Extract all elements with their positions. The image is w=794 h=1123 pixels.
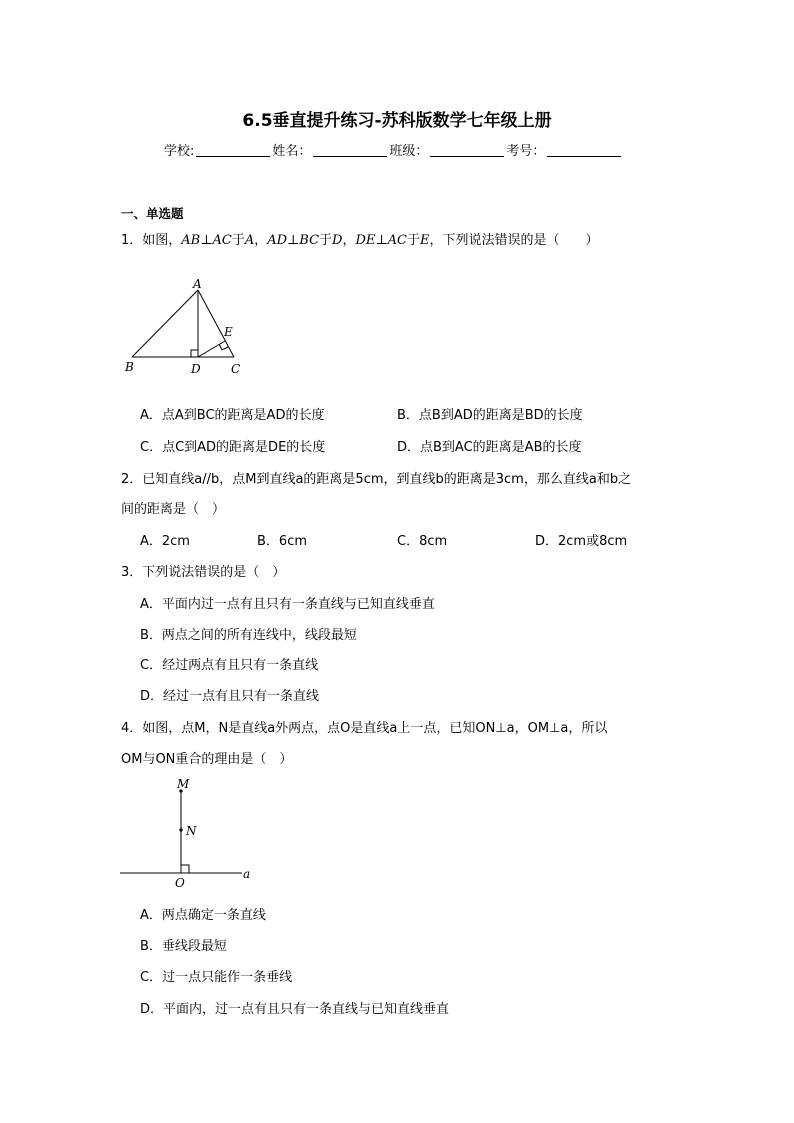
- name-blank: [313, 144, 387, 157]
- stem-text: 于: [231, 233, 245, 248]
- question-2-stem-line2: 间的距离是（ ）: [121, 502, 226, 517]
- stem-text: 于: [319, 233, 333, 248]
- stem-text: ，下列说法错误的是（ ）: [429, 233, 599, 248]
- label-m: M: [177, 777, 190, 791]
- q3-option-b[interactable]: B．两点之间的所有连线中，线段最短: [140, 628, 357, 643]
- point-label: D: [332, 233, 343, 248]
- point-label: A: [244, 233, 255, 248]
- label-d: D: [191, 362, 201, 376]
- q4-option-a[interactable]: A．两点确定一条直线: [140, 908, 266, 923]
- perpendicular-figure: [116, 774, 256, 892]
- q2-option-c[interactable]: C．8cm: [397, 534, 448, 549]
- right-angle-mark-d: [191, 350, 198, 357]
- q2-option-a[interactable]: A．2cm: [140, 534, 190, 549]
- label-o: O: [175, 876, 185, 890]
- q1-option-b[interactable]: B．点B到AD的距离是BD的长度: [397, 408, 583, 423]
- question-number: 1．: [121, 233, 143, 248]
- school-label: 学校:: [164, 144, 195, 159]
- condition-ab-perp-ac: AB⊥AC: [181, 233, 232, 248]
- segment-ab: [132, 290, 198, 357]
- question-3-stem: 3．下列说法错误的是（ ）: [121, 565, 286, 580]
- stem-text: ，: [254, 233, 268, 248]
- page-title: 6.5垂直提升练习-苏科版数学七年级上册: [242, 111, 552, 131]
- question-4-stem-line2: OM与ON重合的理由是（ ）: [121, 752, 293, 767]
- q3-option-a[interactable]: A．平面内过一点有且只有一条直线与已知直线垂直: [140, 597, 435, 612]
- class-label: 班级：: [389, 144, 429, 159]
- triangle-figure: [118, 274, 258, 378]
- exam-no-label: 考号：: [506, 144, 546, 159]
- class-blank: [430, 144, 504, 157]
- q1-option-d[interactable]: D．点B到AC的距离是AB的长度: [397, 440, 582, 455]
- segment-ac: [198, 290, 234, 357]
- right-angle-mark-e: [219, 344, 228, 350]
- q4-option-d[interactable]: D．平面内，过一点有且只有一条直线与已知直线垂直: [140, 1002, 450, 1017]
- q2-option-b[interactable]: B．6cm: [257, 534, 308, 549]
- student-info-row: [164, 140, 623, 159]
- q4-option-c[interactable]: C．过一点只能作一条垂线: [140, 970, 293, 985]
- question-4-stem-line1: 4．如图，点M，N是直线a外两点，点O是直线a上一点，已知ON⊥a，OM⊥a，所以: [121, 721, 608, 736]
- label-a: A: [193, 277, 202, 291]
- label-line-a: a: [243, 867, 251, 881]
- stem-text: ，: [342, 233, 356, 248]
- q2-option-d[interactable]: D．2cm或8cm: [535, 534, 628, 549]
- q1-option-a[interactable]: A．点A到BC的距离是AD的长度: [140, 408, 325, 423]
- question-2-stem-line1: 2．已知直线a//b，点M到直线a的距离是5cm，到直线b的距离是3cm，那么直线a和b之: [121, 472, 632, 487]
- name-label: 姓名：: [272, 144, 312, 159]
- q3-option-d[interactable]: D．经过一点有且只有一条直线: [140, 689, 320, 704]
- q1-option-c[interactable]: C．点C到AD的距离是DE的长度: [140, 440, 326, 455]
- question-1-stem: [121, 229, 599, 248]
- exam-no-blank: [547, 144, 621, 157]
- label-e: E: [224, 325, 233, 339]
- point-label: E: [419, 233, 430, 248]
- stem-text: 如图，: [142, 233, 182, 248]
- right-angle-mark-o: [181, 865, 189, 873]
- school-blank: [196, 144, 270, 157]
- q3-option-c[interactable]: C．经过两点有且只有一条直线: [140, 658, 319, 673]
- label-c: C: [231, 362, 241, 376]
- section-heading: 一、单选题: [121, 206, 184, 221]
- condition-ad-perp-bc: AD⊥BC: [267, 233, 320, 248]
- q4-option-b[interactable]: B．垂线段最短: [140, 939, 227, 954]
- stem-text: 于: [406, 233, 420, 248]
- condition-de-perp-ac: DE⊥AC: [355, 233, 407, 248]
- label-n: N: [186, 824, 197, 838]
- point-n: [179, 828, 182, 831]
- label-b: B: [125, 360, 134, 374]
